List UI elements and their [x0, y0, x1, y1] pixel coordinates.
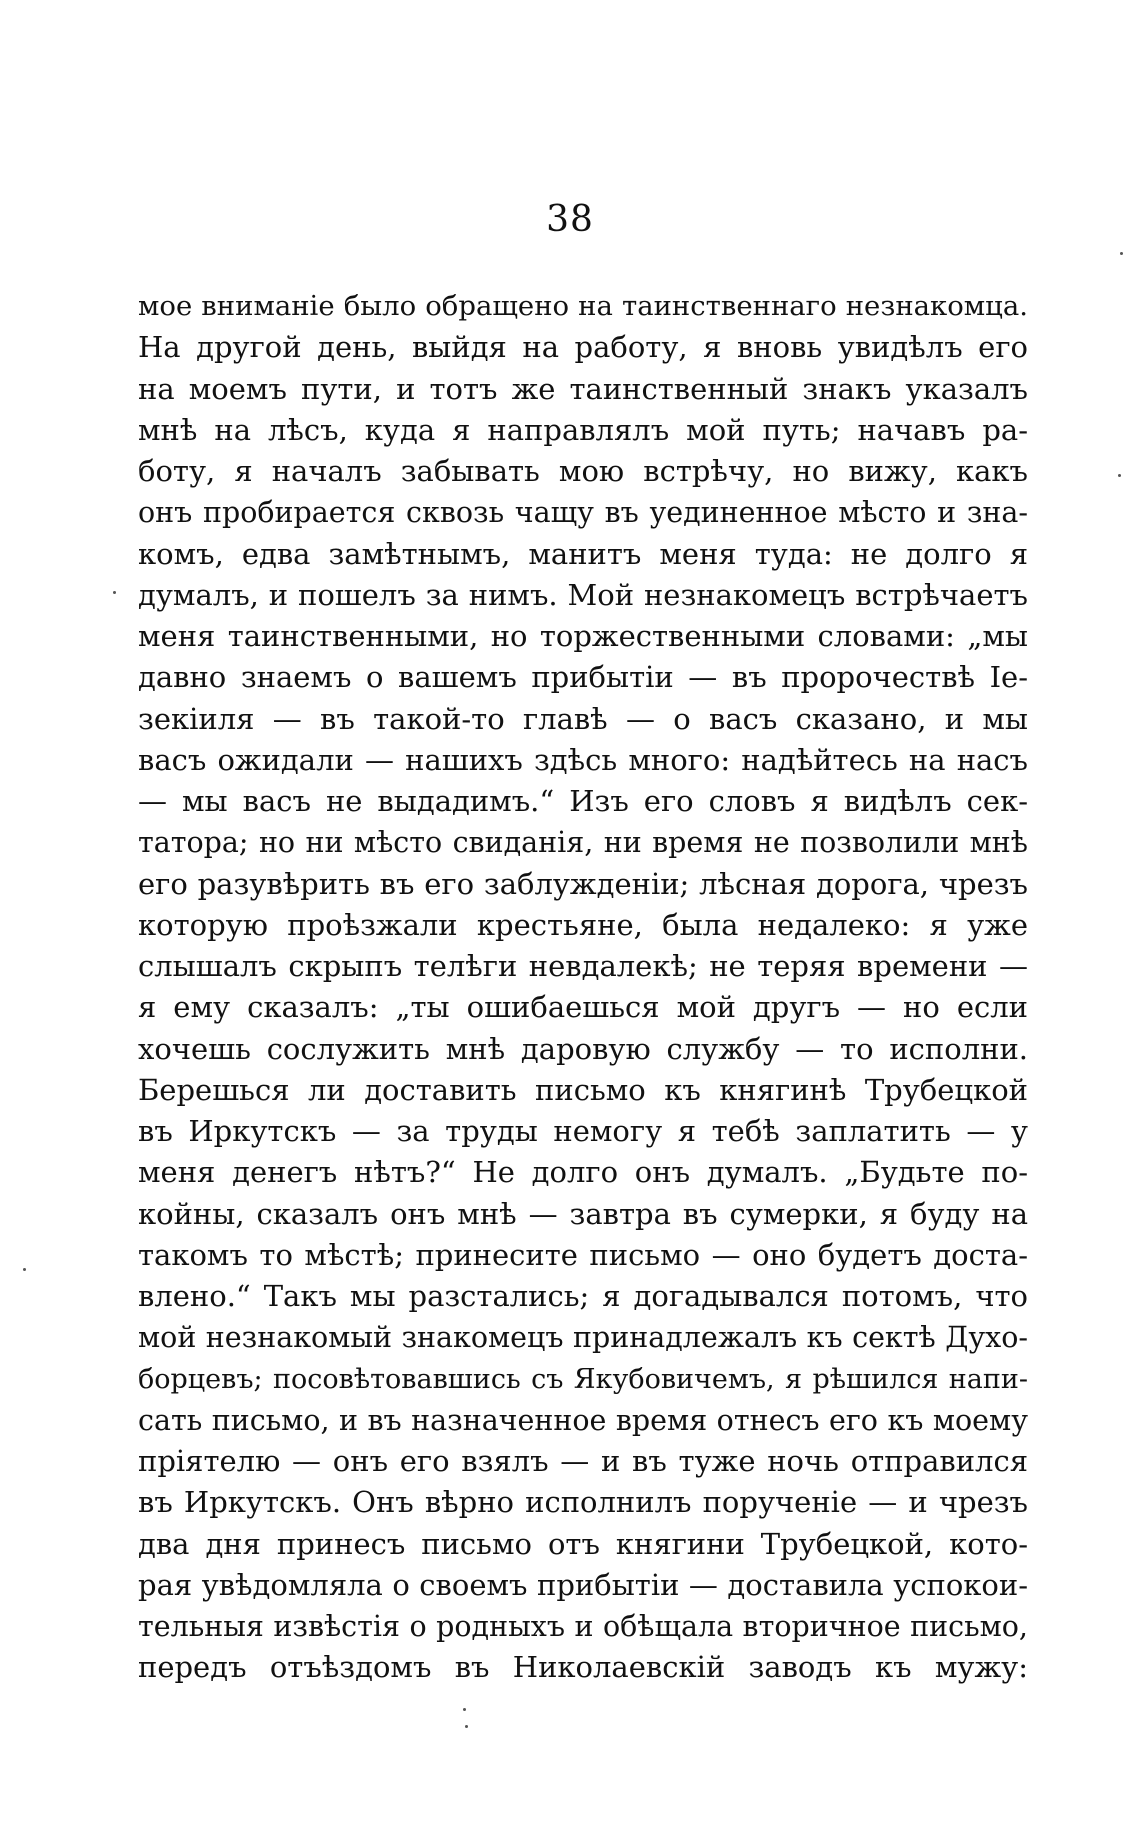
scan-speck — [465, 1725, 468, 1728]
scan-speck — [1120, 252, 1123, 255]
text-line: зекіиля — въ такой-то главѣ — о васъ сказано, и мы — [138, 701, 1028, 736]
text-line: такомъ то мѣстѣ; принесите письмо — оно будетъ доста- — [138, 1237, 1028, 1272]
text-line: татора; но ни мѣсто свиданія, ни время не позволили мнѣ — [138, 826, 1028, 860]
text-line: комъ, едва замѣтнымъ, манитъ меня туда: не долго я — [138, 536, 1028, 571]
body-text — [138, 286, 1028, 1689]
text-line: мой незнакомый знакомецъ принадлежалъ къ сектѣ Духо- — [138, 1321, 1028, 1355]
text-line: васъ ожидали — нашихъ здѣсь много: надѣйтесь на насъ — [138, 742, 1028, 777]
text-line: онъ пробирается сквозь чащу въ уединенное мѣсто и зна- — [138, 496, 1028, 530]
text-line: влено.“ Такъ мы разстались; я догадывался потомъ, что — [138, 1279, 1028, 1313]
text-line: въ Иркутскъ. Онъ вѣрно исполнилъ порученіе — и чрезъ — [138, 1485, 1028, 1520]
text-line: два дня принесъ письмо отъ княгини Трубецкой, кото- — [138, 1526, 1028, 1561]
text-line: его разувѣрить въ его заблужденіи; лѣсная дорога, чрезъ — [138, 866, 1028, 901]
text-line: въ Иркутскъ — за труды немогу я тебѣ заплатить — у — [138, 1114, 1028, 1148]
text-line: мнѣ на лѣсъ, куда я направлялъ мой путь; начавъ ра- — [138, 412, 1028, 447]
text-line: — мы васъ не выдадимъ.“ Изъ его словъ я видѣлъ сек- — [138, 784, 1028, 818]
text-line: сать письмо, и въ назначенное время отнесъ его къ моему — [138, 1403, 1028, 1437]
text-line: Берешься ли доставить письмо къ княгинѣ Трубецкой — [138, 1072, 1028, 1107]
text-line: думалъ, и пошелъ за нимъ. Мой незнакомецъ встрѣчаетъ — [138, 577, 1028, 612]
text-line: меня таинственными, но торжественными словами: „мы — [138, 619, 1028, 653]
text-line: передъ отъѣздомъ въ Николаевскій заводъ къ мужу: — [138, 1650, 1028, 1685]
text-line: койны, сказалъ онъ мнѣ — завтра въ сумерки, я буду на — [138, 1196, 1028, 1231]
text-line: хочешь сослужить мнѣ даровую службу — то исполни. — [138, 1031, 1028, 1066]
text-line: боту, я началъ забывать мою встрѣчу, но вижу, какъ — [138, 454, 1028, 488]
text-line: я ему сказалъ: „ты ошибаешься мой другъ — но если — [138, 990, 1028, 1025]
text-line: меня денегъ нѣтъ?“ Не долго онъ думалъ. „Будьте по- — [138, 1155, 1028, 1190]
text-line: давно знаемъ о вашемъ прибытіи — въ пророчествѣ Іе- — [138, 660, 1028, 695]
text-line: слышалъ скрыпъ телѣги невдалекѣ; не теряя времени — — [138, 949, 1028, 983]
text-line: борцевъ; посовѣтовавшись съ Якубовичемъ, я рѣшился напи- — [138, 1363, 1028, 1395]
scan-speck — [23, 1268, 26, 1271]
text-line: На другой день, выйдя на работу, я вновь увидѣлъ его — [138, 330, 1028, 365]
text-line: мое вниманіе было обращено на таинственнаго незнакомца. — [138, 290, 1028, 322]
text-line: пріятелю — онъ его взялъ — и въ туже ночь отправился — [138, 1444, 1028, 1478]
text-line: тельныя извѣстія о родныхъ и обѣщала вторичное письмо, — [138, 1610, 1028, 1643]
text-line: на моемъ пути, и тотъ же таинственный знакъ указалъ — [138, 371, 1028, 406]
scan-speck — [463, 1708, 466, 1711]
text-line: которую проѣзжали крестьяне, была недалеко: я уже — [138, 907, 1028, 942]
scan-speck — [113, 591, 116, 594]
page-number: 38 — [546, 199, 594, 240]
scan-speck — [1118, 474, 1121, 477]
text-line: рая увѣдомляла о своемъ прибытіи — доставила успокои- — [138, 1567, 1028, 1602]
